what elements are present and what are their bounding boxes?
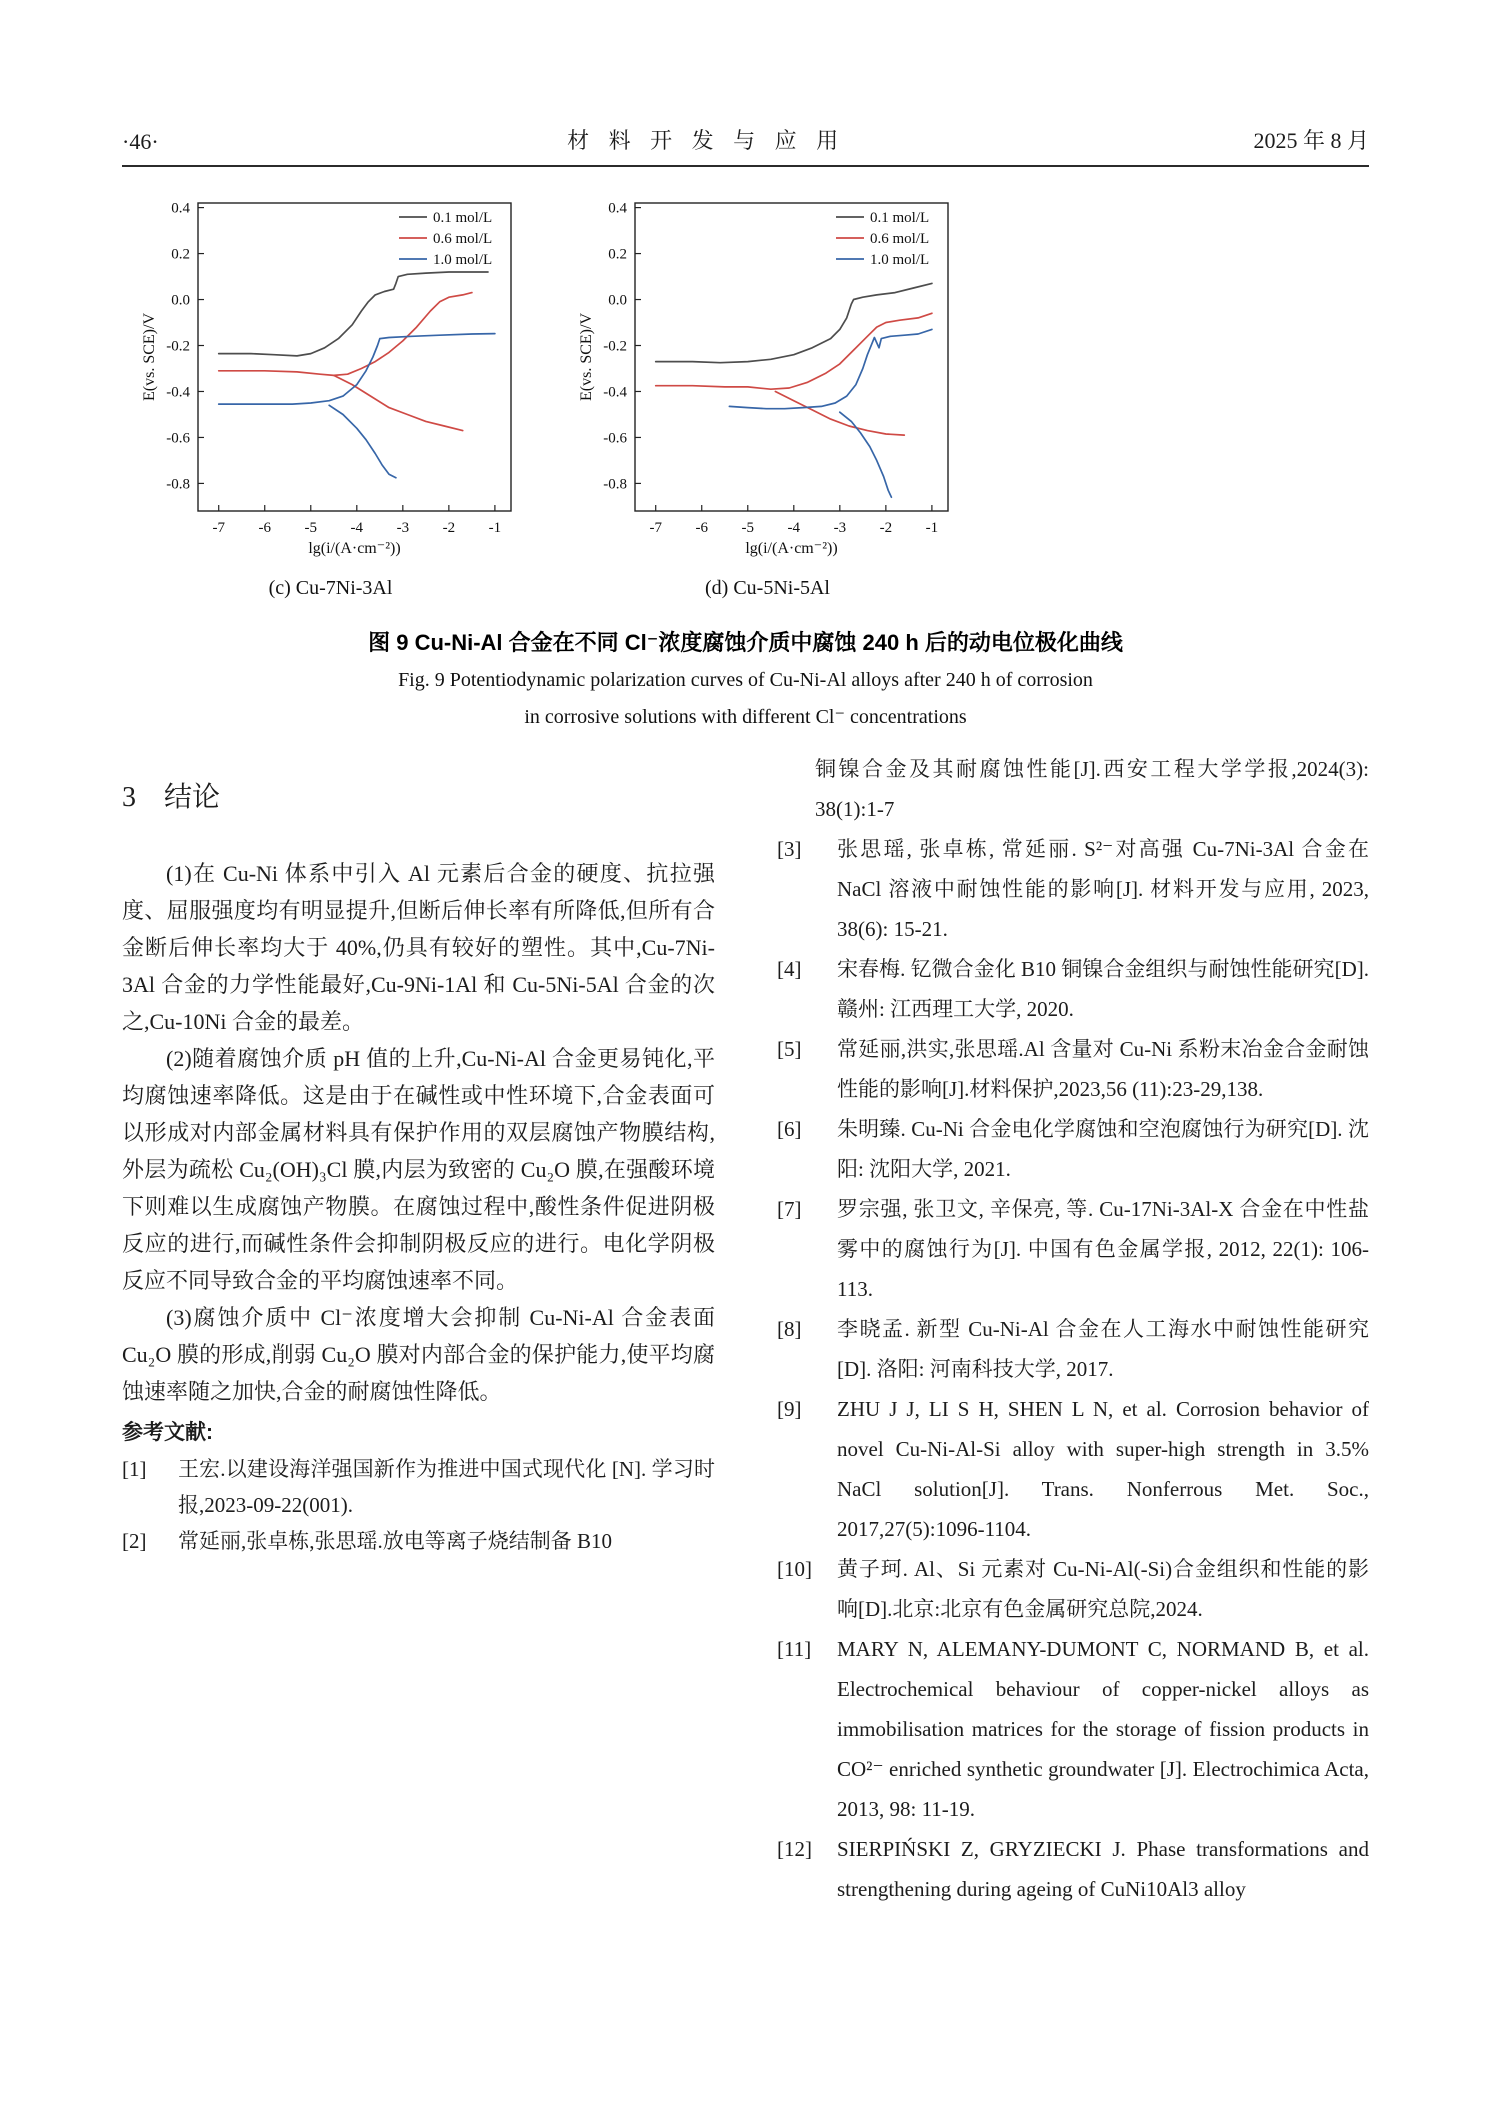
reference-text: 常延丽,洪实,张思瑶.Al 含量对 Cu-Ni 系粉末冶金合金耐蚀性能的影响[J].材料保护,2023,56 (11):23-29,138.	[837, 1037, 1369, 1101]
x-tick-label: -5	[741, 520, 755, 536]
legend-label: 1.0 mol/L	[870, 252, 930, 268]
page-number: ·46·	[122, 129, 159, 154]
figure-caption-en-line1: Fig. 9 Potentiodynamic polarization curves of Cu-Ni-Al alloys after 240 h of corrosion	[398, 669, 1093, 691]
y-tick-label: 0.4	[608, 200, 627, 217]
y-tick-label: -0.8	[166, 476, 190, 493]
x-axis-label: lg(i/(A·cm⁻²))	[745, 540, 838, 557]
x-tick-label: -7	[212, 520, 225, 536]
legend-label: 0.1 mol/L	[433, 210, 493, 226]
reference-label: [12]	[777, 1837, 812, 1861]
legend-label: 0.1 mol/L	[870, 210, 930, 226]
reference-item-11	[777, 1629, 1369, 1829]
reference-2-continuation: 铜镍合金及其耐腐蚀性能[J].西安工程大学学报,2024(3): 38(1):1-7	[815, 757, 1369, 821]
reference-text: 黄子珂. Al、Si 元素对 Cu-Ni-Al(-Si)合金组织和性能的影响[D].北京:北京有色金属研究总院,2024.	[837, 1557, 1369, 1621]
reference-label: [11]	[777, 1637, 812, 1661]
reference-text: 朱明臻. Cu-Ni 合金电化学腐蚀和空泡腐蚀行为研究[D]. 沈阳: 沈阳大学, 2021.	[837, 1117, 1369, 1181]
reference-text: 罗宗强, 张卫文, 辛保亮, 等. Cu-17Ni-3Al-X 合金在中性盐雾中的腐蚀行为[J]. 中国有色金属学报, 2012, 22(1): 106-113.	[837, 1197, 1369, 1301]
plot-border	[198, 203, 511, 511]
conclusion-paragraph-1: (1)在 Cu-Ni 体系中引入 Al 元素后合金的硬度、抗拉强度、屈服强度均有明显提升,但断后伸长率有所降低,但所有合金断后伸长率均大于 40%,仍具有较好的塑性。其中,Cu-7Ni-3Al 合金的力学性能最好,Cu-9Ni-1Al 和 Cu-5Ni-5Al 合金的次之,Cu-10Ni 合金的最差。	[122, 861, 715, 1034]
x-tick-label: -7	[649, 520, 662, 536]
x-tick-label: -5	[304, 520, 318, 536]
x-tick-label: -4	[350, 520, 364, 536]
page-header	[122, 124, 1369, 167]
legend-label: 1.0 mol/L	[433, 252, 493, 268]
x-tick-label: -6	[258, 520, 271, 536]
issue-date: 2025 年 8 月	[1253, 128, 1369, 153]
y-tick-label: 0.2	[608, 246, 627, 263]
x-tick-label: -6	[695, 520, 708, 536]
reference-text: 王宏.以建设海洋强国新作为推进中国式现代化 [N]. 学习时报,2023-09-22(001).	[178, 1457, 715, 1517]
reference-label: [7]	[777, 1197, 802, 1221]
y-tick-label: -0.6	[603, 430, 627, 447]
reference-label: [8]	[777, 1317, 802, 1341]
subcaption-c: (c) Cu-7Ni-3Al	[268, 577, 393, 599]
series-line	[219, 293, 472, 376]
reference-text: 宋春梅. 钇微合金化 B10 铜镍合金组织与耐蚀性能研究[D]. 赣州: 江西理工大学, 2020.	[837, 957, 1369, 1021]
left-column	[122, 749, 715, 1909]
reference-label: [3]	[777, 837, 802, 861]
reference-item-1	[122, 1451, 715, 1523]
legend-label: 0.6 mol/L	[433, 231, 493, 247]
reference-label: [5]	[777, 1037, 802, 1061]
reference-item-6	[777, 1109, 1369, 1189]
chart-block-d	[575, 193, 960, 600]
reference-label: [10]	[777, 1557, 812, 1581]
y-axis-label: E(vs. SCE)/V	[141, 313, 158, 401]
reference-item-10	[777, 1549, 1369, 1629]
x-tick-label: -1	[488, 520, 502, 536]
conclusion-paragraph-3: (3)腐蚀介质中 Cl⁻浓度增大会抑制 Cu-Ni-Al 合金表面 Cu₂O 膜的形成,削弱 Cu₂O 膜对内部合金的保护能力,使平均腐蚀速率随之加快,合金的耐腐蚀性降低。	[122, 1305, 715, 1404]
reference-label: [6]	[777, 1117, 802, 1141]
x-tick-label: -3	[396, 520, 410, 536]
y-tick-label: -0.4	[603, 384, 627, 401]
journal-title: 材 料 开 发 与 应 用	[567, 128, 846, 153]
reference-item-8	[777, 1309, 1369, 1389]
legend-label: 0.6 mol/L	[870, 231, 930, 247]
reference-text: SIERPIŃSKI Z, GRYZIECKI J. Phase transformations and strengthening during ageing of CuNi10Al3 alloy	[837, 1837, 1369, 1901]
polarization-chart-d	[575, 193, 960, 565]
right-column	[777, 749, 1369, 1909]
reference-label: [4]	[777, 957, 802, 981]
plot-border	[635, 203, 948, 511]
figure-caption-en-line2: in corrosive solutions with different Cl⁻ concentrations	[524, 706, 967, 728]
y-tick-label: -0.6	[166, 430, 190, 447]
reference-text: 李晓孟. 新型 Cu-Ni-Al 合金在人工海水中耐蚀性能研究[D]. 洛阳: 河南科技大学, 2017.	[837, 1317, 1369, 1381]
reference-text: 常延丽,张卓栋,张思瑶.放电等离子烧结制备 B10	[178, 1529, 613, 1553]
series-line	[656, 283, 932, 362]
y-tick-label: -0.8	[603, 476, 627, 493]
y-axis-label: E(vs. SCE)/V	[578, 313, 595, 401]
y-tick-label: 0.0	[171, 292, 190, 309]
y-tick-label: 0.2	[171, 246, 190, 263]
reference-item-4	[777, 949, 1369, 1029]
polarization-chart-c	[138, 193, 523, 565]
series-line	[656, 313, 932, 389]
series-line	[219, 272, 488, 356]
figure-9-charts	[122, 193, 1369, 600]
x-tick-label: -1	[925, 520, 939, 536]
y-tick-label: 0.0	[608, 292, 627, 309]
section-heading-conclusion: 3 结论	[122, 782, 221, 813]
x-tick-label: -4	[787, 520, 801, 536]
series-line	[219, 334, 495, 405]
reference-item-5	[777, 1029, 1369, 1109]
reference-item-7	[777, 1189, 1369, 1309]
conclusion-paragraph-2: (2)随着腐蚀介质 pH 值的上升,Cu-Ni-Al 合金更易钝化,平均腐蚀速率降低。这是由于在碱性或中性环境下,合金表面可以形成对内部金属材料具有保护作用的双层腐蚀产物膜结构,外层为疏松 Cu₂(OH)₃Cl 膜,内层为致密的 Cu₂O 膜,在强酸环境下则难以生成腐蚀产物膜。在腐蚀过程中,酸性条件促进阴极反应的进行,而碱性条件会抑制阴极反应的进行。电化学阴极反应不同导致合金的平均腐蚀速率不同。	[122, 1046, 715, 1293]
y-tick-label: -0.2	[166, 338, 190, 355]
reference-text: ZHU J J, LI S H, SHEN L N, et al. Corrosion behavior of novel Cu-Ni-Al-Si alloy with super-high strength in 3.5% NaCl solution[J]. Trans. Nonferrous Met. Soc., 2017,27(5):1096-1104.	[837, 1397, 1369, 1541]
reference-text: MARY N, ALEMANY-DUMONT C, NORMAND B, et al. Electrochemical behaviour of copper-nickel alloys as immobilisation matrices for the storage of fission products in CO²⁻ enriched synthetic groundwater [J]. Electrochimica Acta, 2013, 98: 11-19.	[837, 1637, 1369, 1821]
x-tick-label: -2	[442, 520, 456, 536]
reference-item-9	[777, 1389, 1369, 1549]
y-tick-label: -0.4	[166, 384, 190, 401]
reference-item-2	[122, 1523, 715, 1559]
x-tick-label: -2	[879, 520, 893, 536]
y-tick-label: -0.2	[603, 338, 627, 355]
reference-item-3	[777, 829, 1369, 949]
reference-text: 张思瑶, 张卓栋, 常延丽. S²⁻对高强 Cu-7Ni-3Al 合金在 NaCl 溶液中耐蚀性能的影响[J]. 材料开发与应用, 2023, 38(6): 15-21.	[837, 837, 1369, 941]
x-axis-label: lg(i/(A·cm⁻²))	[308, 540, 401, 557]
reference-label: [1]	[122, 1457, 147, 1481]
reference-label: [9]	[777, 1397, 802, 1421]
reference-label: [2]	[122, 1529, 147, 1553]
two-column-text	[122, 749, 1369, 1909]
y-tick-label: 0.4	[171, 200, 190, 217]
references-heading: 参考文献:	[122, 1421, 213, 1444]
figure-caption-zh: 图 9 Cu-Ni-Al 合金在不同 Cl⁻浓度腐蚀介质中腐蚀 240 h 后的动电位极化曲线	[368, 630, 1123, 655]
subcaption-d: (d) Cu-5Ni-5Al	[705, 577, 830, 599]
series-line	[334, 375, 463, 430]
series-line	[329, 405, 396, 477]
chart-block-c	[138, 193, 523, 600]
reference-item-12	[777, 1829, 1369, 1909]
x-tick-label: -3	[833, 520, 847, 536]
